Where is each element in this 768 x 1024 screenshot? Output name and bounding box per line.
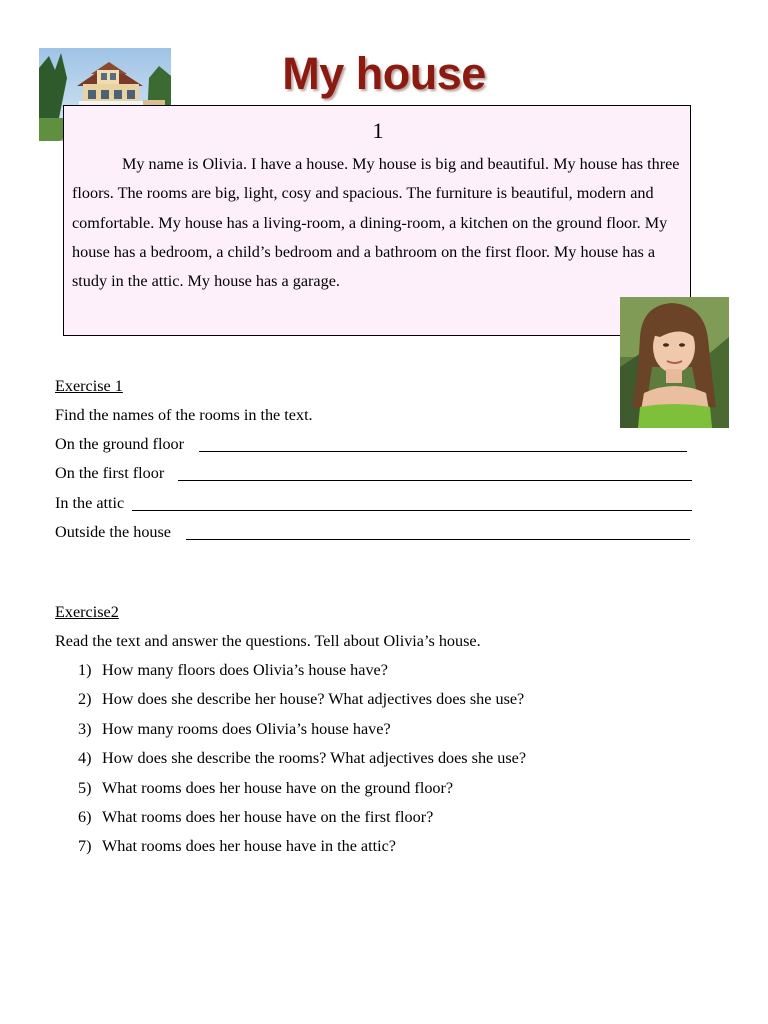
olivia-photo [620, 297, 729, 428]
exercise-1-heading: Exercise 1 [55, 377, 123, 395]
question-number: 5) [78, 779, 92, 797]
reading-paragraph: My name is Olivia. I have a house. My house is big and beautiful. My house has three floors. The rooms are big, light, cosy and spacious. The furniture is beautiful, modern and comfortable. My house has a living-room, a dining-room, a kitchen on the ground floor. My house has a bedroom, a child’s bedroom and a bathroom on the first floor. My house has a study in the attic. My house has a garage. [72, 155, 680, 291]
page-title: My house [282, 48, 486, 99]
question-text: What rooms does her house have in the attic? [102, 837, 396, 855]
question-number: 4) [78, 749, 92, 767]
question-text: How does she describe the rooms? What adjectives does she use? [102, 749, 527, 767]
question-text: How many floors does Olivia’s house have? [102, 661, 388, 679]
text-number: 1 [372, 118, 384, 143]
question-text: What rooms does her house have on the first floor? [102, 808, 434, 826]
question-text: How does she describe her house? What adjectives does she use? [102, 690, 525, 708]
exercise-1-instruction: Find the names of the rooms in the text. [55, 406, 313, 424]
exercise-2-instruction: Read the text and answer the questions. Tell about Olivia’s house. [55, 632, 481, 650]
prompt-outside: Outside the house [55, 523, 171, 541]
exercise-2-heading: Exercise2 [55, 603, 119, 621]
answer-line-first-floor[interactable] [178, 480, 692, 481]
question-number: 1) [78, 661, 92, 679]
prompt-ground-floor: On the ground floor [55, 435, 185, 453]
question-number: 7) [78, 837, 92, 855]
question-text: What rooms does her house have on the ground floor? [102, 779, 454, 797]
answer-line-ground-floor[interactable] [199, 451, 687, 452]
question-number: 6) [78, 808, 92, 826]
answer-line-attic[interactable] [132, 510, 692, 511]
reading-text-box [63, 105, 691, 336]
prompt-first-floor: On the first floor [55, 464, 165, 482]
answer-line-outside[interactable] [186, 539, 690, 540]
question-number: 3) [78, 720, 92, 738]
question-text: How many rooms does Olivia’s house have? [102, 720, 391, 738]
prompt-attic: In the attic [55, 494, 125, 512]
question-number: 2) [78, 690, 92, 708]
